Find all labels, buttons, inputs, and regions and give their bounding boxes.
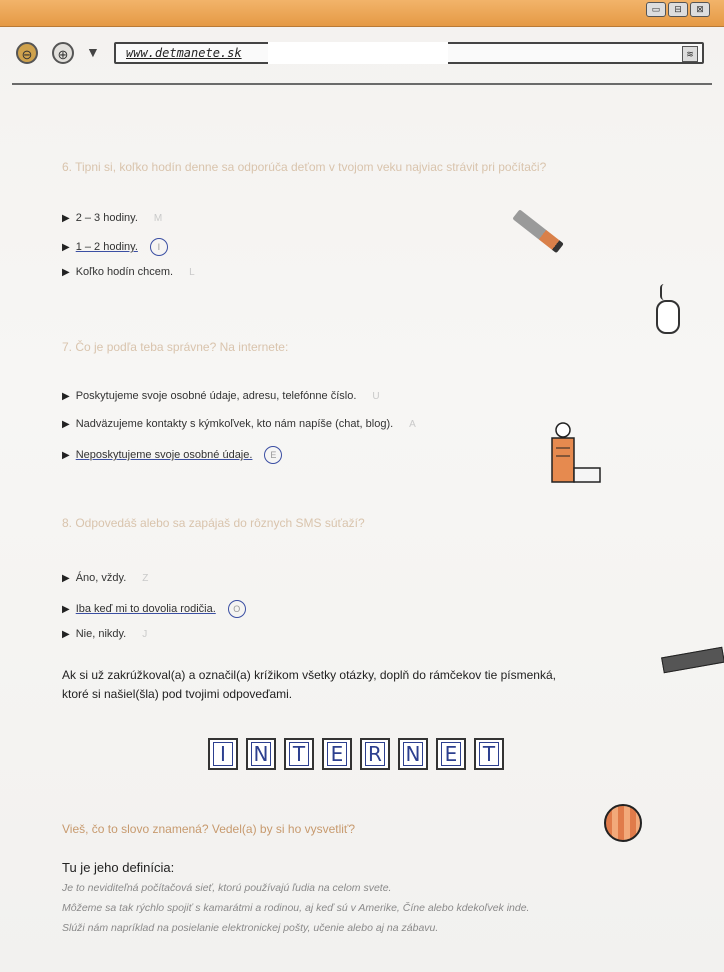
option-text: 1 – 2 hodiny. <box>75 241 138 253</box>
followup-question: Vieš, čo to slovo znamená? Vedel(a) by si ho vysvetliť? <box>62 822 356 836</box>
instruction-text <box>62 666 602 704</box>
q7-option-a[interactable] <box>62 390 380 402</box>
answer-box[interactable] <box>246 738 276 770</box>
answer-box[interactable] <box>436 738 466 770</box>
bullet-icon: ▶ <box>62 212 70 224</box>
definition-line-1: Je to neviditeľná počítačová sieť, ktorú používajú ľudia na celom svete. <box>62 882 392 894</box>
hidden-letter: A <box>409 418 416 430</box>
answer-box[interactable] <box>474 738 504 770</box>
window-controls <box>646 2 710 17</box>
ball-icon <box>604 804 642 842</box>
instruction-line-2: ktoré si našiel(šla) pod tvojimi odpoveďami. <box>62 687 293 701</box>
history-dropdown-icon[interactable]: ▼ <box>86 44 100 60</box>
option-text: Nadväzujeme kontakty s kýmkoľvek, kto nám napíše (chat, blog). <box>75 418 394 430</box>
option-text: Nie, nikdy. <box>75 628 127 640</box>
option-text: Neposkytujeme svoje osobné údaje. <box>75 449 253 461</box>
answer-box[interactable] <box>398 738 428 770</box>
question-7: 7. Čo je podľa teba správne? Na internete: <box>62 340 289 354</box>
header-divider <box>12 83 712 85</box>
computer-mouse-icon <box>656 300 680 334</box>
q8-option-b[interactable] <box>62 600 246 618</box>
hidden-letter: J <box>142 628 148 640</box>
close-icon[interactable]: ⊠ <box>690 2 710 17</box>
definition-title: Tu je jeho definícia: <box>62 860 175 875</box>
browser-title-bar <box>0 0 724 27</box>
url-text: www.detmanete.sk <box>126 46 242 60</box>
circled-letter: O <box>228 600 246 618</box>
q6-option-c[interactable] <box>62 266 195 278</box>
redaction-block <box>268 42 448 64</box>
answer-boxes <box>208 738 504 770</box>
answer-letter: N <box>251 742 271 766</box>
q6-option-a[interactable] <box>62 212 162 224</box>
option-text: Iba keď mi to dovolia rodičia. <box>75 603 216 615</box>
url-input[interactable] <box>114 42 704 64</box>
question-6: 6. Tipni si, koľko hodín denne sa odporúča deťom v tvojom veku najviac strávit pri počítači? <box>62 160 547 174</box>
answer-box[interactable] <box>322 738 352 770</box>
maximize-icon[interactable]: ⊟ <box>668 2 688 17</box>
bullet-icon: ▶ <box>62 572 70 584</box>
hidden-letter: U <box>372 390 380 402</box>
definition-line-3: Slúži nám napríklad na posielanie elektronickej pošty, učenie alebo aj na zábavu. <box>62 922 439 934</box>
bullet-icon: ▶ <box>62 390 70 402</box>
definition-line-2: Môžeme sa tak rýchlo spojiť s kamarátmi a rodinou, aj keď sú v Amerike, Číne alebo kdekoľvek inde. <box>62 902 530 914</box>
pencil-icon <box>512 209 564 253</box>
address-bar-row <box>10 38 710 68</box>
option-text: Poskytujeme svoje osobné údaje, adresu, telefónne číslo. <box>75 390 357 402</box>
answer-letter: T <box>289 742 309 766</box>
answer-letter: E <box>327 742 347 766</box>
hidden-letter: L <box>189 266 195 278</box>
minimize-icon[interactable]: ▭ <box>646 2 666 17</box>
answer-letter: R <box>365 742 385 766</box>
bullet-icon: ▶ <box>62 241 70 253</box>
bullet-icon: ▶ <box>62 266 70 278</box>
answer-box[interactable] <box>360 738 390 770</box>
circled-letter: I <box>150 238 168 256</box>
answer-letter: N <box>403 742 423 766</box>
hidden-letter: Z <box>142 572 149 584</box>
q7-option-b[interactable] <box>62 418 416 430</box>
q6-option-b[interactable] <box>62 238 168 256</box>
option-text: Áno, vždy. <box>75 572 127 584</box>
q8-option-c[interactable] <box>62 628 147 640</box>
circled-letter: E <box>264 446 282 464</box>
go-icon[interactable]: ≋ <box>682 46 698 62</box>
answer-letter: I <box>213 742 233 766</box>
computer-tower-icon <box>548 420 606 490</box>
keyboard-icon <box>661 647 724 674</box>
option-text: 2 – 3 hodiny. <box>75 212 138 224</box>
hidden-letter: M <box>153 212 163 224</box>
back-button[interactable]: ⊖ <box>16 42 38 64</box>
bullet-icon: ▶ <box>62 628 70 640</box>
q7-option-c[interactable] <box>62 446 282 464</box>
bullet-icon: ▶ <box>62 418 70 430</box>
bullet-icon: ▶ <box>62 449 70 461</box>
answer-box[interactable] <box>284 738 314 770</box>
answer-letter: E <box>441 742 461 766</box>
option-text: Koľko hodín chcem. <box>75 266 174 278</box>
mouse-cord-icon <box>660 284 670 300</box>
bullet-icon: ▶ <box>62 603 70 615</box>
q8-option-a[interactable] <box>62 572 148 584</box>
instruction-line-1: Ak si už zakrúžkoval(a) a označil(a) krížikom všetky otázky, doplň do rámčekov tie písmenká, <box>62 668 556 682</box>
answer-box[interactable] <box>208 738 238 770</box>
forward-button[interactable]: ⊕ <box>52 42 74 64</box>
answer-letter: T <box>479 742 499 766</box>
question-8: 8. Odpovedáš alebo sa zapájaš do rôznych SMS súťaží? <box>62 516 365 530</box>
